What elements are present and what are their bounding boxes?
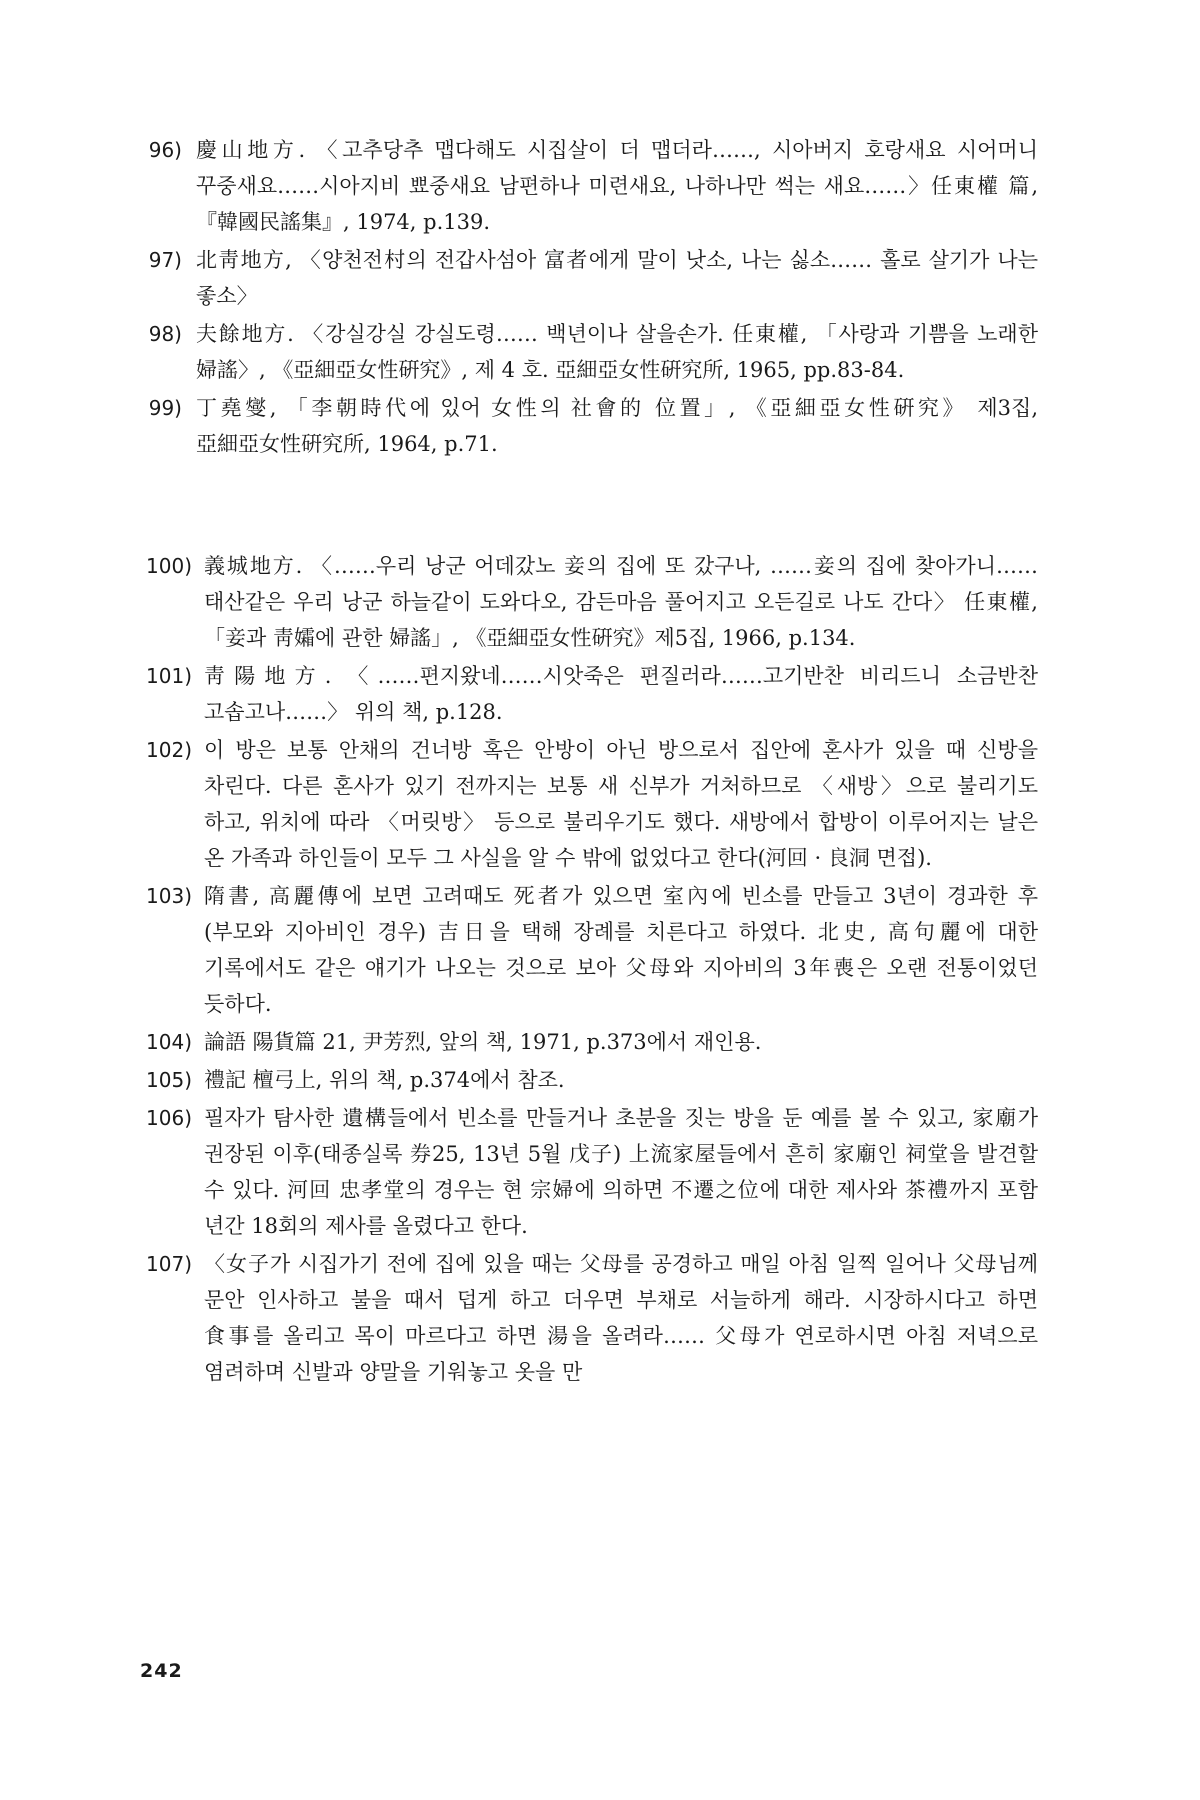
footnote-text: 隋書, 高麗傳에 보면 고려때도 死者가 있으면 室內에 빈소를 만들고 3년이 경과한 후(부모와 지아비인 경우) 吉日을 택해 장례를 치른다고 하였다. 北史, 高句麗에 대한 기록에서도 같은 얘기가 나오는 것으로 보아 父母와 지아비의 3年喪은 오랜 전통이었던 듯하다. xyxy=(204,884,1038,1016)
footnote-101 xyxy=(138,658,1038,730)
footnote-number: 101) xyxy=(146,664,192,688)
footnote-number: 105) xyxy=(146,1068,192,1092)
footnote-105 xyxy=(138,1062,1038,1098)
footnote-text: 이 방은 보통 안채의 건너방 혹은 안방이 아닌 방으로서 집안에 혼사가 있을 때 신방을 차린다. 다른 혼사가 있기 전까지는 보통 새 신부가 거처하므로 〈새방〉으로 불리기도 하고, 위치에 따라 〈머릿방〉 등으로 불리우기도 했다. 새방에서 합방이 이루어지는 날은 온 가족과 하인들이 모두 그 사실을 알 수 밖에 없었다고 한다(河回 · 良洞 면접). xyxy=(204,738,1038,870)
footnote-number: 100) xyxy=(146,554,192,578)
footnote-text: 慶山地方. 〈고추당추 맵다해도 시집살이 더 맵더라……, 시아버지 호랑새요 시어머니 꾸중새요……시아지비 뾰중새요 남편하나 미련새요, 나하나만 썩는 새요……〉任東權 篇, 『韓國民謠集』, 1974, p.139. xyxy=(196,138,1038,234)
footnote-number: 96) xyxy=(148,138,182,162)
footnote-104 xyxy=(138,1024,1038,1060)
footnote-text: 義城地方. 〈……우리 낭군 어데갔노 妾의 집에 또 갔구나, ……妾의 집에 찾아가니…… 태산같은 우리 낭군 하늘같이 도와다오, 감든마음 풀어지고 오든길로 나도 간다〉 任東權, 「妾과 靑孀에 관한 婦謠」, 《亞細亞女性硏究》제5집, 1966, p.134. xyxy=(204,554,1038,650)
footnote-106 xyxy=(138,1100,1038,1244)
footnote-text: 靑陽地方. 〈……편지왔네……시앗죽은 편질러라……고기반찬 비리드니 소금반찬 고솝고나……〉 위의 책, p.128. xyxy=(204,664,1038,724)
footnote-99 xyxy=(138,390,1038,462)
footnote-text: 丁堯燮, 「李朝時代에 있어 女性의 社會的 位置」, 《亞細亞女性硏究》 제3집, 亞細亞女性硏究所, 1964, p.71. xyxy=(196,396,1038,456)
page-number: 242 xyxy=(140,1660,183,1682)
footnote-text: 夫餘地方. 〈강실강실 강실도령…… 백년이나 살을손가. 任東權, 「사랑과 기쁨을 노래한 婦謠〉, 《亞細亞女性硏究》, 제 4 호. 亞細亞女性硏究所, 1965, pp.83-84. xyxy=(196,322,1038,382)
footnote-number: 106) xyxy=(146,1106,192,1130)
footnote-96 xyxy=(138,132,1038,240)
footnote-number: 103) xyxy=(146,884,192,908)
footnote-100 xyxy=(138,548,1038,656)
footnotes-section-2 xyxy=(138,548,1038,1392)
footnote-text: 〈女子가 시집가기 전에 집에 있을 때는 父母를 공경하고 매일 아침 일찍 일어나 父母님께 문안 인사하고 불을 때서 덥게 하고 더우면 부채로 서늘하게 해라. 시장하시다고 하면 食事를 올리고 목이 마르다고 하면 湯을 올려라…… 父母가 연로하시면 아침 저녁으로 염려하며 신발과 양말을 기워놓고 옷을 만 xyxy=(204,1252,1038,1384)
footnotes-section-1 xyxy=(138,132,1038,464)
footnote-number: 104) xyxy=(146,1030,192,1054)
footnote-text: 禮記 檀弓上, 위의 책, p.374에서 참조. xyxy=(204,1068,565,1092)
footnote-97 xyxy=(138,242,1038,314)
footnote-98 xyxy=(138,316,1038,388)
footnote-number: 98) xyxy=(148,322,182,346)
footnote-103 xyxy=(138,878,1038,1022)
footnote-text: 北靑地方, 〈양천전村의 전갑사섬아 富者에게 말이 낫소, 나는 싫소…… 홀로 살기가 나는 좋소〉 xyxy=(196,248,1038,308)
footnote-number: 99) xyxy=(148,396,182,420)
footnote-text: 필자가 탐사한 遺構들에서 빈소를 만들거나 초분을 짓는 방을 둔 예를 볼 수 있고, 家廟가 권장된 이후(태종실록 券25, 13년 5월 戊子) 上流家屋들에서 흔히 家廟인 祠堂을 발견할 수 있다. 河回 忠孝堂의 경우는 현 宗婦에 의하면 不遷之位에 대한 제사와 茶禮까지 포함 년간 18회의 제사를 올렸다고 한다. xyxy=(204,1106,1038,1238)
footnote-number: 107) xyxy=(146,1252,192,1276)
footnote-number: 97) xyxy=(148,248,182,272)
footnote-102 xyxy=(138,732,1038,876)
footnote-number: 102) xyxy=(146,738,192,762)
footnote-107 xyxy=(138,1246,1038,1390)
footnote-text: 論語 陽貨篇 21, 尹芳烈, 앞의 책, 1971, p.373에서 재인용. xyxy=(204,1030,762,1054)
